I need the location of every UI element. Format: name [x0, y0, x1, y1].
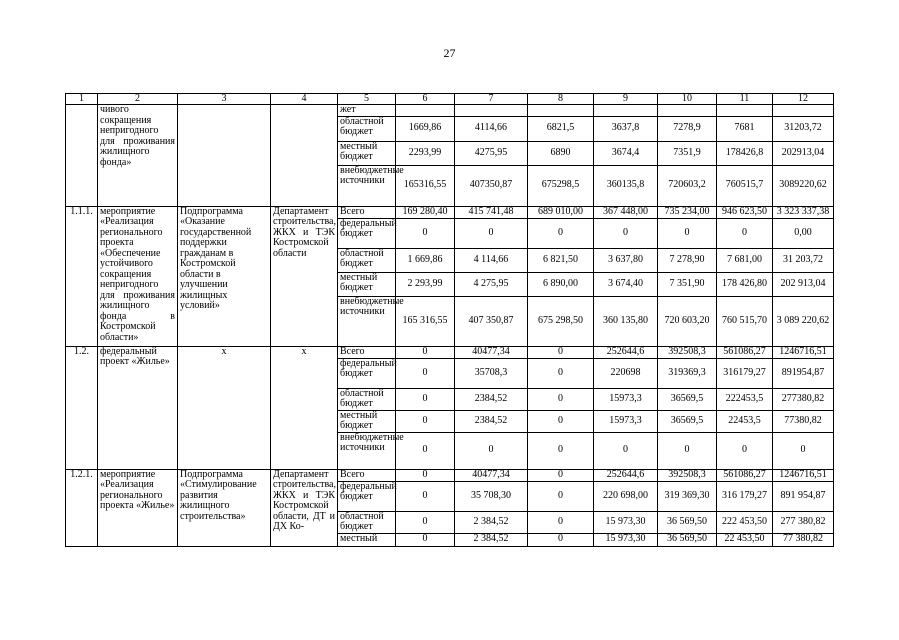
value-cell: 4275,95 [455, 141, 528, 165]
value-cell: 15 973,30 [594, 511, 658, 533]
value-cell: 35708,3 [455, 358, 528, 388]
value-cell: 407 350,87 [455, 296, 528, 346]
value-cell: 0 [658, 432, 717, 469]
value-cell: 3 323 337,38 [773, 206, 834, 218]
value-cell: 319369,3 [658, 358, 717, 388]
value-cell: 0 [528, 218, 594, 248]
value-cell [455, 105, 528, 117]
value-cell: 0 [396, 410, 455, 432]
program-name: х [178, 346, 271, 469]
value-cell: 36 569,50 [658, 533, 717, 546]
funding-source: внебюджетные источники [338, 165, 396, 206]
table-row [66, 346, 834, 358]
value-cell: 4 275,95 [455, 272, 528, 296]
value-cell: 1246716,51 [773, 346, 834, 358]
value-cell: 165 316,55 [396, 296, 455, 346]
table-row [66, 105, 834, 117]
header-cell: 4 [271, 94, 338, 105]
program-name: Подпрограмма «Оказание государственной поддержки гражданам в Костромской области в улучшении жилищных условий» [178, 206, 271, 346]
value-cell [396, 105, 455, 117]
value-cell: 252644,6 [594, 469, 658, 481]
program-name: Подпрограмма «Стимулирование развития жилищного строительства» [178, 469, 271, 546]
value-cell: 3 089 220,62 [773, 296, 834, 346]
value-cell: 222 453,50 [717, 511, 773, 533]
value-cell: 561086,27 [717, 469, 773, 481]
funding-source: местный бюджет [338, 410, 396, 432]
funding-source: местный бюджет [338, 141, 396, 165]
header-cell: 6 [396, 94, 455, 105]
header-cell: 8 [528, 94, 594, 105]
value-cell: 0 [455, 432, 528, 469]
header-cell: 11 [717, 94, 773, 105]
value-cell: 22453,5 [717, 410, 773, 432]
value-cell: 6 890,00 [528, 272, 594, 296]
value-cell: 0 [528, 533, 594, 546]
table-row [66, 206, 834, 218]
value-cell: 392508,3 [658, 469, 717, 481]
funding-source: федеральный бюджет [338, 218, 396, 248]
value-cell: 2293,99 [396, 141, 455, 165]
value-cell: 222453,5 [717, 388, 773, 410]
value-cell: 0 [528, 432, 594, 469]
header-cell: 10 [658, 94, 717, 105]
value-cell: 169 280,40 [396, 206, 455, 218]
value-cell: 0 [594, 218, 658, 248]
value-cell: 0 [455, 218, 528, 248]
executor-name [271, 105, 338, 207]
value-cell: 31 203,72 [773, 248, 834, 272]
value-cell: 0 [658, 218, 717, 248]
row-number: 1.1.1. [66, 206, 98, 346]
value-cell: 675 298,50 [528, 296, 594, 346]
value-cell: 6 821,50 [528, 248, 594, 272]
page-number: 27 [443, 46, 456, 60]
funding-source: областной бюджет [338, 511, 396, 533]
value-cell: 360135,8 [594, 165, 658, 206]
value-cell: 6821,5 [528, 116, 594, 141]
value-cell: 36569,5 [658, 388, 717, 410]
value-cell: 35 708,30 [455, 481, 528, 511]
value-cell: 561086,27 [717, 346, 773, 358]
measure-name: чивого сокращения непригодного для проживания жилищного фонда» [98, 105, 178, 207]
value-cell: 0 [717, 218, 773, 248]
funding-source: внебюджетные источники [338, 296, 396, 346]
value-cell: 891954,87 [773, 358, 834, 388]
value-cell: 1246716,51 [773, 469, 834, 481]
value-cell: 7 278,90 [658, 248, 717, 272]
program-name [178, 105, 271, 207]
value-cell [528, 105, 594, 117]
funding-table [65, 93, 834, 547]
value-cell: 0 [396, 481, 455, 511]
funding-source: Всего [338, 469, 396, 481]
header-cell: 12 [773, 94, 834, 105]
value-cell: 7 681,00 [717, 248, 773, 272]
value-cell: 367 448,00 [594, 206, 658, 218]
value-cell: 2 293,99 [396, 272, 455, 296]
funding-source: федеральный бюджет [338, 358, 396, 388]
value-cell: 15973,3 [594, 388, 658, 410]
header-cell: 3 [178, 94, 271, 105]
value-cell: 0 [396, 469, 455, 481]
executor-name: х [271, 346, 338, 469]
executor-name: Департамент строительства, ЖКХ и ТЭК Костромской области, ДТ и ДХ Ко- [271, 469, 338, 546]
value-cell: 675298,5 [528, 165, 594, 206]
value-cell: 415 741,48 [455, 206, 528, 218]
value-cell: 891 954,87 [773, 481, 834, 511]
value-cell: 165316,55 [396, 165, 455, 206]
value-cell: 0 [773, 432, 834, 469]
measure-name: мероприятие «Реализация регионального проекта «Жилье» [98, 469, 178, 546]
value-cell: 0,00 [773, 218, 834, 248]
value-cell: 77 380,82 [773, 533, 834, 546]
value-cell: 15973,3 [594, 410, 658, 432]
value-cell: 178 426,80 [717, 272, 773, 296]
header-cell: 2 [98, 94, 178, 105]
funding-source: областной бюджет [338, 388, 396, 410]
value-cell: 4114,66 [455, 116, 528, 141]
value-cell: 0 [717, 432, 773, 469]
funding-source: жет [338, 105, 396, 117]
value-cell: 22 453,50 [717, 533, 773, 546]
funding-source: областной бюджет [338, 248, 396, 272]
value-cell: 36569,5 [658, 410, 717, 432]
funding-source: местный [338, 533, 396, 546]
value-cell: 202 913,04 [773, 272, 834, 296]
value-cell [658, 105, 717, 117]
value-cell: 220 698,00 [594, 481, 658, 511]
value-cell [717, 105, 773, 117]
value-cell: 7351,9 [658, 141, 717, 165]
funding-source: внебюджетные источники [338, 432, 396, 469]
value-cell: 392508,3 [658, 346, 717, 358]
value-cell: 77380,82 [773, 410, 834, 432]
value-cell: 40477,34 [455, 469, 528, 481]
value-cell: 760515,7 [717, 165, 773, 206]
value-cell: 0 [528, 481, 594, 511]
value-cell: 0 [528, 388, 594, 410]
value-cell: 2384,52 [455, 388, 528, 410]
value-cell: 0 [528, 469, 594, 481]
value-cell: 720603,2 [658, 165, 717, 206]
value-cell: 0 [528, 511, 594, 533]
value-cell: 178426,8 [717, 141, 773, 165]
funding-source: Всего [338, 346, 396, 358]
value-cell: 946 623,50 [717, 206, 773, 218]
value-cell: 277380,82 [773, 388, 834, 410]
header-cell: 1 [66, 94, 98, 105]
value-cell: 2 384,52 [455, 533, 528, 546]
value-cell: 7 351,90 [658, 272, 717, 296]
value-cell: 2 384,52 [455, 511, 528, 533]
value-cell: 31203,72 [773, 116, 834, 141]
header-row [66, 94, 834, 105]
value-cell: 0 [396, 346, 455, 358]
header-cell: 7 [455, 94, 528, 105]
measure-name: мероприятие «Реализация регионального проекта «Обеспечение устойчивого сокращения непригодного для проживания жилищного фонда в Костромской области» [98, 206, 178, 346]
value-cell: 0 [396, 358, 455, 388]
value-cell: 3 637,80 [594, 248, 658, 272]
row-number: 1.2.1. [66, 469, 98, 546]
value-cell [773, 105, 834, 117]
value-cell: 0 [396, 533, 455, 546]
value-cell: 407350,87 [455, 165, 528, 206]
value-cell [594, 105, 658, 117]
measure-name: федеральный проект «Жилье» [98, 346, 178, 469]
funding-source: Всего [338, 206, 396, 218]
value-cell: 3637,8 [594, 116, 658, 141]
value-cell: 1669,86 [396, 116, 455, 141]
value-cell: 220698 [594, 358, 658, 388]
value-cell: 316 179,27 [717, 481, 773, 511]
value-cell: 1 669,86 [396, 248, 455, 272]
value-cell: 3 674,40 [594, 272, 658, 296]
value-cell: 0 [528, 346, 594, 358]
value-cell: 36 569,50 [658, 511, 717, 533]
value-cell: 7681 [717, 116, 773, 141]
value-cell: 689 010,00 [528, 206, 594, 218]
value-cell: 252644,6 [594, 346, 658, 358]
value-cell: 0 [528, 410, 594, 432]
value-cell: 7278,9 [658, 116, 717, 141]
value-cell: 0 [528, 358, 594, 388]
value-cell: 735 234,00 [658, 206, 717, 218]
funding-source: федеральный бюджет [338, 481, 396, 511]
value-cell: 319 369,30 [658, 481, 717, 511]
value-cell: 15 973,30 [594, 533, 658, 546]
value-cell: 0 [396, 511, 455, 533]
value-cell: 0 [396, 432, 455, 469]
value-cell: 0 [594, 432, 658, 469]
value-cell: 2384,52 [455, 410, 528, 432]
funding-source: областной бюджет [338, 116, 396, 141]
value-cell: 40477,34 [455, 346, 528, 358]
value-cell: 277 380,82 [773, 511, 834, 533]
value-cell: 0 [396, 218, 455, 248]
value-cell: 720 603,20 [658, 296, 717, 346]
header-cell: 9 [594, 94, 658, 105]
value-cell: 3089220,62 [773, 165, 834, 206]
table-row [66, 469, 834, 481]
value-cell: 3674,4 [594, 141, 658, 165]
value-cell: 202913,04 [773, 141, 834, 165]
value-cell: 316179,27 [717, 358, 773, 388]
value-cell: 4 114,66 [455, 248, 528, 272]
value-cell: 360 135,80 [594, 296, 658, 346]
row-number: 1.2. [66, 346, 98, 469]
header-cell: 5 [338, 94, 396, 105]
value-cell: 760 515,70 [717, 296, 773, 346]
row-number [66, 105, 98, 207]
value-cell: 6890 [528, 141, 594, 165]
executor-name: Департамент строительства, ЖКХ и ТЭК Костромской области [271, 206, 338, 346]
value-cell: 0 [396, 388, 455, 410]
funding-source: местный бюджет [338, 272, 396, 296]
